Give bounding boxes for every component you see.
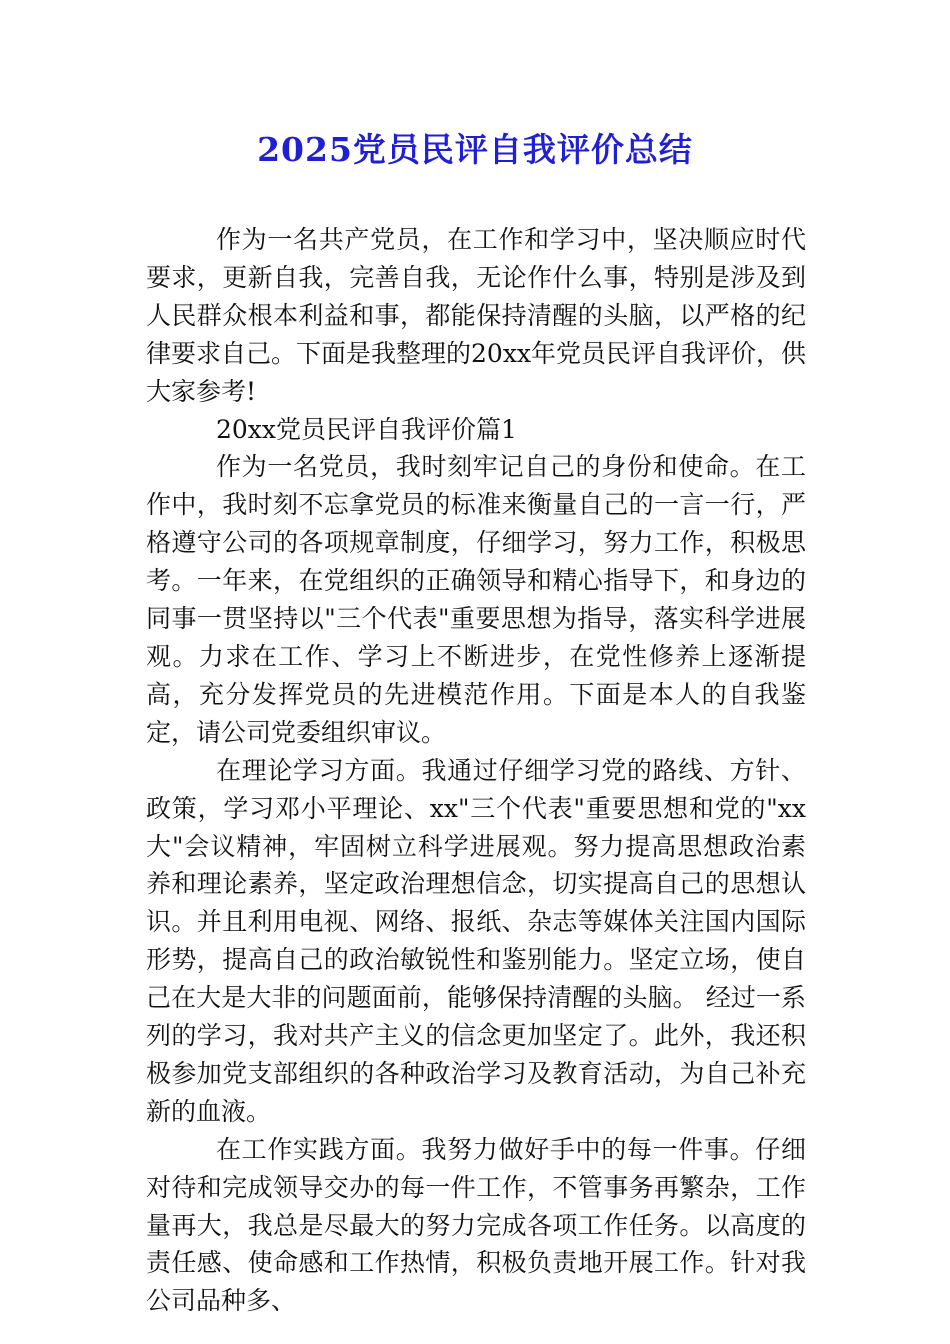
paragraph-intro: 作为一名共产党员，在工作和学习中，坚决顺应时代要求，更新自我，完善自我，无论作什么事，特别是涉及到人民群众根本利益和事，都能保持清醒的头脑，以严格的纪律要求自己。下面是我整理的20xx年党员民评自我评价，供大家参考! xyxy=(146,225,807,406)
document-body xyxy=(146,221,806,1320)
paragraph-theory-study: 在理论学习方面。我通过仔细学习党的路线、方针、政策，学习邓小平理论、xx"三个代表"重要思想和党的"xx大"会议精神，牢固树立科学进展观。努力提高思想政治素养和理论素养，坚定政治理想信念，切实提高自己的思想认识。并且利用电视、网络、报纸、杂志等媒体关注国内国际形势，提高自己的政治敏锐性和鉴别能力。坚定立场，使自己在大是大非的问题面前，能够保持清醒的头脑。 经过一系列的学习，我对共产主义的信念更加坚定了。此外，我还积极参加党支部组织的各种政治学习及教育活动，为自己补充新的血液。 xyxy=(146,755,806,1126)
section-heading: 20xx党员民评自我评价篇1 xyxy=(216,414,517,444)
paragraph-identity: 作为一名党员，我时刻牢记自己的身份和使命。在工作中，我时刻不忘拿党员的标准来衡量自己的一言一行，严格遵守公司的各项规章制度，仔细学习，努力工作，积极思考。一年来，在党组织的正确领导和精心指导下，和身边的同事一贯坚持以"三个代表"重要思想为指导，落实科学进展观。力求在工作、学习上不断进步，在党性修养上逐渐提高，充分发挥党员的先进模范作用。下面是本人的自我鉴定，请公司党委组织审议。 xyxy=(146,452,806,747)
paragraph-work-practice: 在工作实践方面。我努力做好手中的每一件事。仔细对待和完成领导交办的每一件工作，不管事务再繁杂，工作量再大，我总是尽最大的努力完成各项工作任务。以高度的责任感、使命感和工作热情，积极负责地开展工作。针对我公司品种多、 xyxy=(146,1134,806,1316)
document-title: 2025党员民评自我评价总结 xyxy=(257,130,693,169)
